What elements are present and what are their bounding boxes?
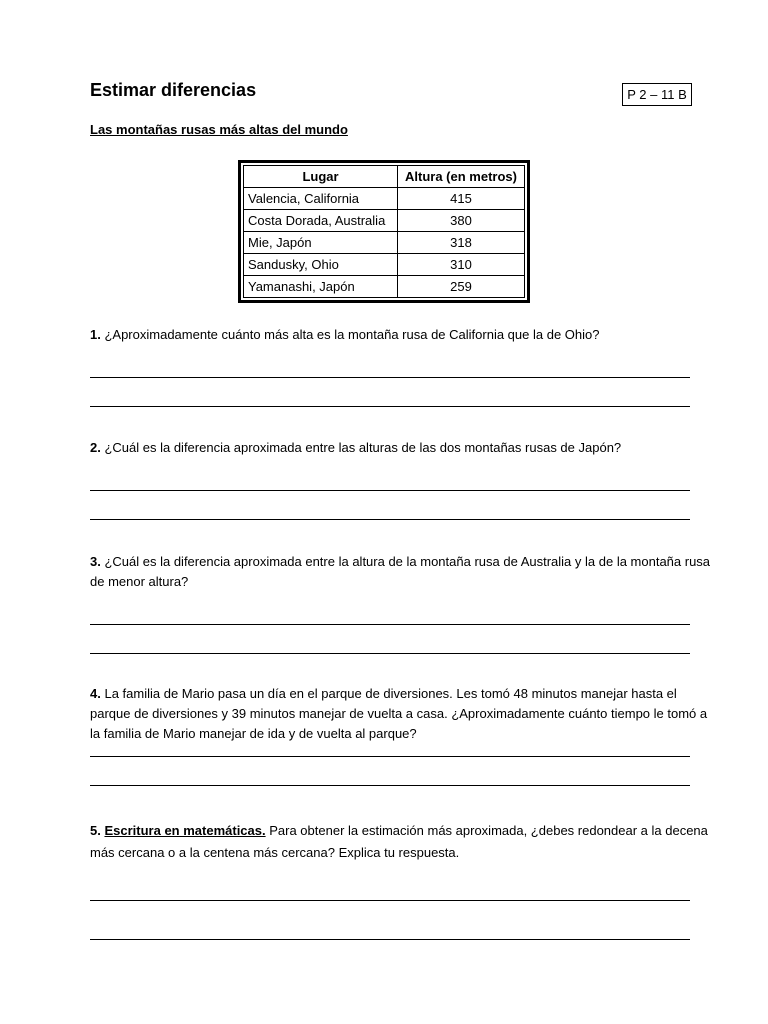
- place-cell: Yamanashi, Japón: [244, 276, 398, 298]
- table-row: [244, 210, 525, 232]
- table-row: [244, 254, 525, 276]
- question-text: La familia de Mario pasa un día en el parque de diversiones. Les tomó 48 minutos manejar hasta el parque de diversiones y 39 minutos manejar de vuelta a casa. ¿Aproximadamente cuánto tiempo le tomó a la familia de Mario manejar de ida y de vuelta al parque?: [90, 686, 708, 741]
- worksheet-title: Estimar diferencias: [90, 80, 257, 100]
- question-text: Para obtener la estimación más aproximada, ¿debes redondear a la decena más cercana o a la centena más cercana? Explica tu respuesta.: [90, 823, 708, 860]
- answer-line[interactable]: [90, 377, 690, 378]
- answer-line[interactable]: [90, 900, 690, 901]
- table-row: [244, 232, 525, 254]
- question-2: [90, 438, 720, 458]
- table-header-row: [244, 166, 525, 188]
- answer-line[interactable]: [90, 624, 690, 625]
- column-header-height: Altura (en metros): [398, 166, 525, 188]
- answer-line[interactable]: [90, 519, 690, 520]
- question-3: [90, 552, 720, 592]
- question-4: [90, 684, 720, 744]
- column-header-place: Lugar: [244, 166, 398, 188]
- answer-line[interactable]: [90, 939, 690, 940]
- question-1: [90, 325, 720, 345]
- question-number: 5.: [90, 823, 101, 838]
- place-cell: Mie, Japón: [244, 232, 398, 254]
- worksheet-code-box: P 2 – 11 B: [622, 83, 692, 106]
- height-cell: 259: [398, 276, 525, 298]
- question-number: 4.: [90, 686, 101, 701]
- question-text: ¿Cuál es la diferencia aproximada entre las alturas de las dos montañas rusas de Japón?: [104, 440, 622, 455]
- answer-line[interactable]: [90, 756, 690, 757]
- answer-line[interactable]: [90, 785, 690, 786]
- answer-line[interactable]: [90, 653, 690, 654]
- table-row: [244, 276, 525, 298]
- answer-line[interactable]: [90, 490, 690, 491]
- place-cell: Costa Dorada, Australia: [244, 210, 398, 232]
- height-cell: 415: [398, 188, 525, 210]
- place-cell: Sandusky, Ohio: [244, 254, 398, 276]
- question-text: ¿Cuál es la diferencia aproximada entre la altura de la montaña rusa de Australia y la de la montaña rusa de menor altura?: [90, 554, 711, 589]
- height-cell: 310: [398, 254, 525, 276]
- answer-line[interactable]: [90, 406, 690, 407]
- question-number: 1.: [90, 327, 101, 342]
- question-text: ¿Aproximadamente cuánto más alta es la montaña rusa de California que la de Ohio?: [104, 327, 600, 342]
- table-caption: Las montañas rusas más altas del mundo: [90, 122, 348, 137]
- place-cell: Valencia, California: [244, 188, 398, 210]
- height-cell: 380: [398, 210, 525, 232]
- question-heading: Escritura en matemáticas.: [104, 823, 266, 838]
- question-number: 3.: [90, 554, 101, 569]
- question-5: [90, 820, 720, 864]
- height-cell: 318: [398, 232, 525, 254]
- roller-coaster-table: [238, 160, 530, 303]
- table-row: [244, 188, 525, 210]
- question-number: 2.: [90, 440, 101, 455]
